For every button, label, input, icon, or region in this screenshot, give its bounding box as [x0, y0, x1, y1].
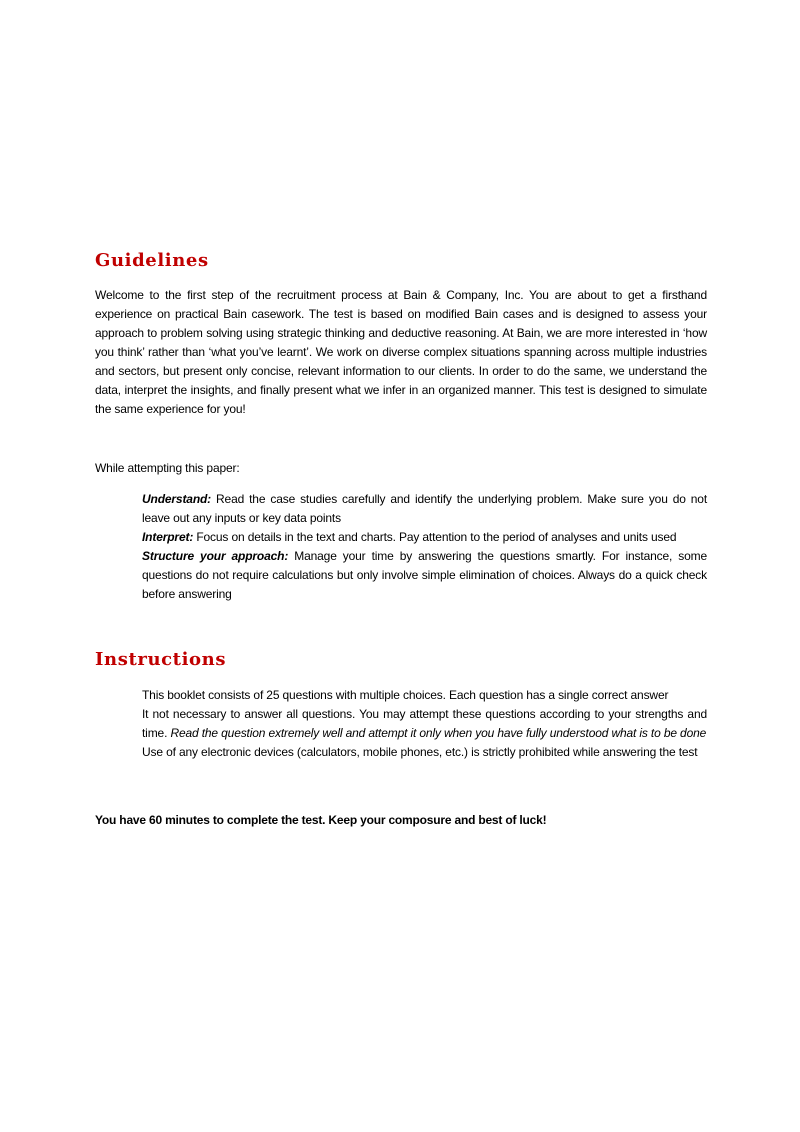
guidelines-heading: Guidelines — [95, 250, 209, 271]
while-attempting-line: While attempting this paper: — [95, 461, 240, 475]
tip-structure — [142, 547, 707, 604]
instruction-item-text: It not necessary to answer all questions. You may attempt these questions according to your strengths and time. — [142, 707, 707, 740]
tip-interpret-text: Focus on details in the text and charts. Pay attention to the period of analyses and units used — [193, 530, 677, 544]
tip-interpret — [142, 528, 707, 547]
instructions-heading: Instructions — [95, 649, 227, 670]
instruction-item-italic-text: Read the question extremely well and attempt it only when you have fully understood what is to be done — [170, 726, 707, 740]
tip-structure-text: Manage your time by answering the questions smartly. For instance, some questions do not require calculations but only involve simple elimination of choices. Always do a quick check before answering — [142, 549, 707, 601]
instruction-item-text: Use of any electronic devices (calculators, mobile phones, etc.) is strictly prohibited while answering the test — [142, 745, 698, 759]
tips-list — [142, 490, 707, 604]
instruction-item-text: This booklet consists of 25 questions with multiple choices. Each question has a single correct answer — [142, 688, 669, 702]
instructions-list — [142, 686, 707, 762]
instruction-item — [142, 705, 707, 743]
instruction-item — [142, 686, 707, 705]
tip-understand — [142, 490, 707, 528]
instruction-item — [142, 743, 707, 762]
final-note: You have 60 minutes to complete the test. Keep your composure and best of luck! — [95, 813, 547, 827]
tip-understand-text: Read the case studies carefully and identify the underlying problem. Make sure you do not leave out any inputs or key data points — [142, 492, 707, 525]
guidelines-intro-paragraph: Welcome to the first step of the recruitment process at Bain & Company, Inc. You are about to get a firsthand experience on practical Bain casework. The test is based on modified Bain cases and is designed to assess your approach to problem solving using strategic thinking and deductive reasoning. At Bain, we are more interested in ‘how you think’ rather than ‘what you’ve learnt’. We work on diverse complex situations spanning across multiple industries and sectors, but present only concise, relevant information to our clients. In order to do the same, we understand the data, interpret the insights, and finally present what we infer in an organized manner. This test is designed to simulate the same experience for you! — [95, 288, 707, 416]
tip-interpret-lead: Interpret: — [142, 530, 194, 544]
tip-understand-lead: Understand: — [142, 492, 212, 506]
tip-structure-lead: Structure your approach: — [142, 549, 289, 563]
